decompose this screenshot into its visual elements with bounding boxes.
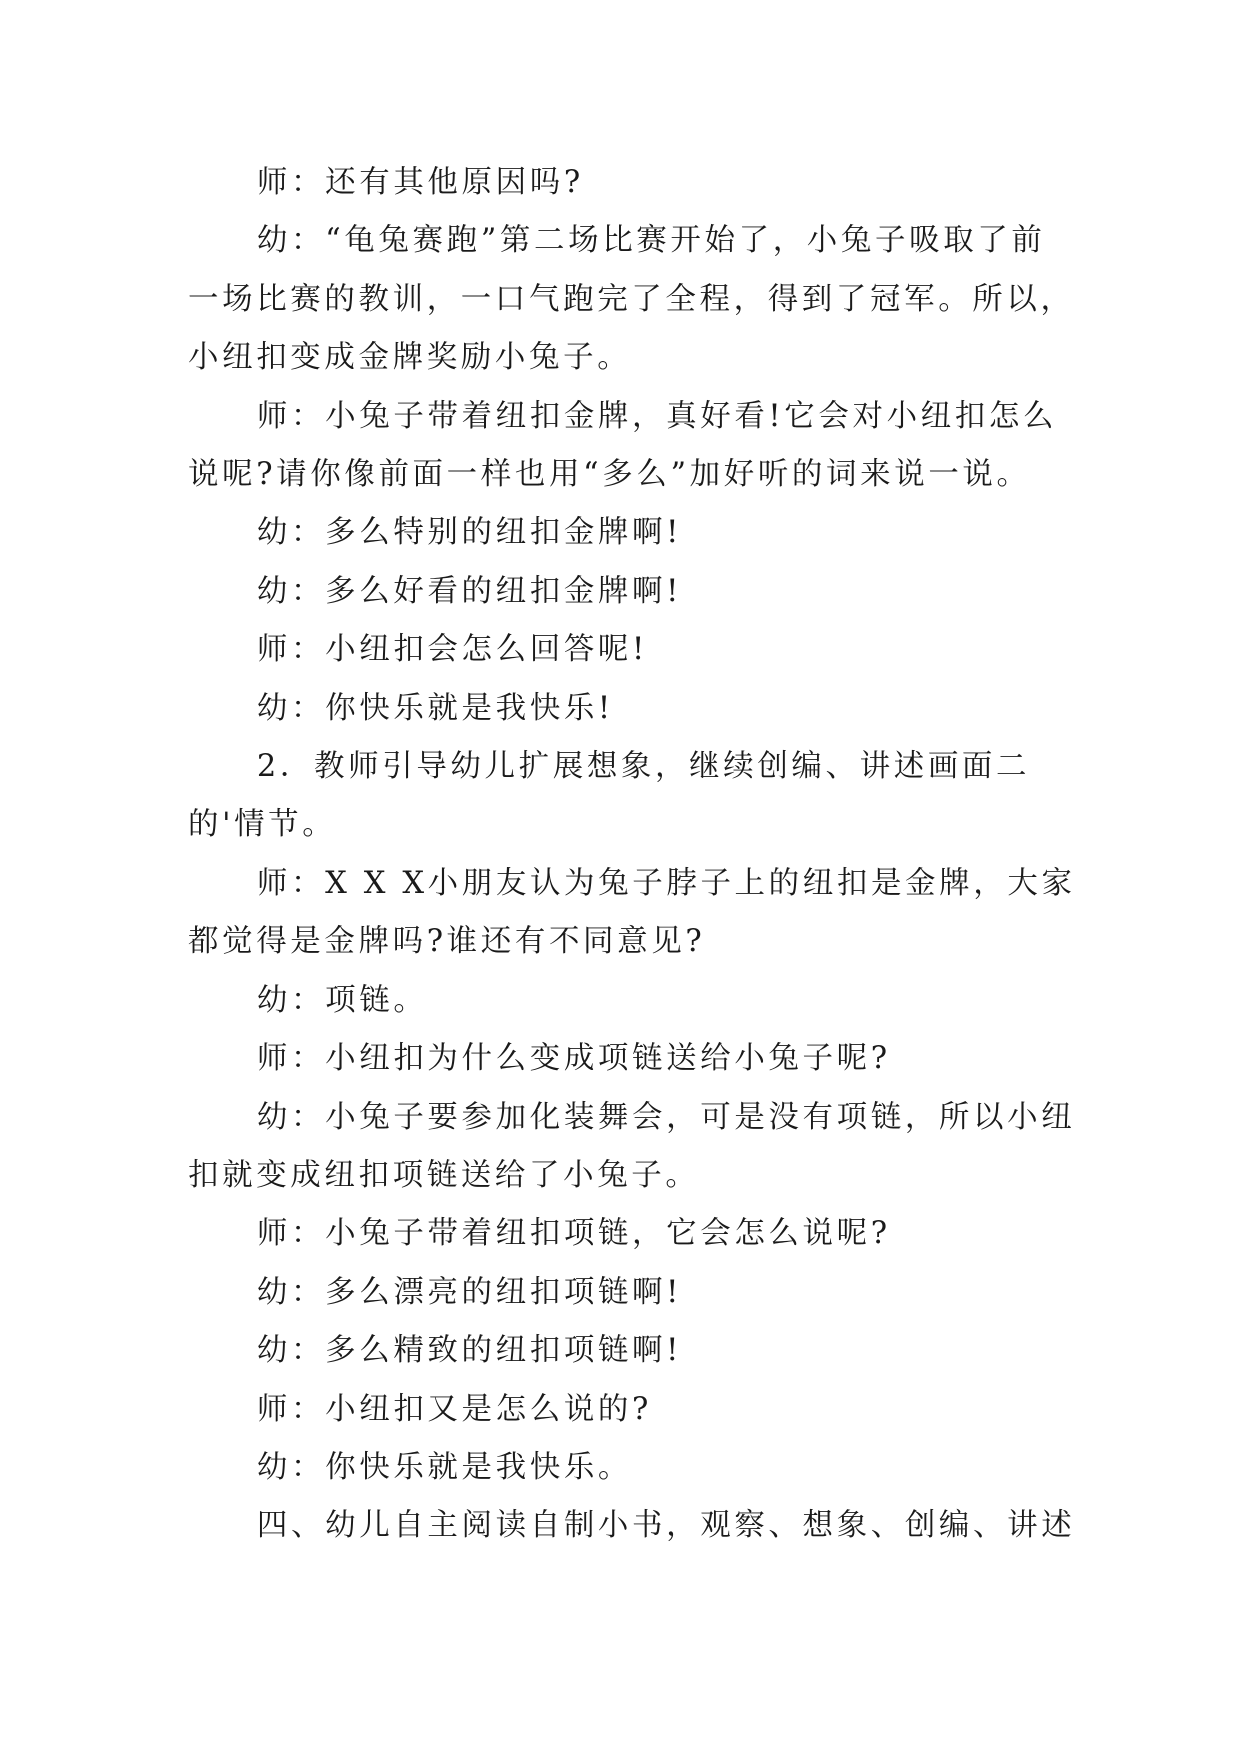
paragraph: 幼：你快乐就是我快乐。 [256, 1449, 633, 1485]
paragraph: 师：还有其他原因吗? [256, 165, 584, 200]
paragraph: 幼：多么好看的纽扣金牌啊! [256, 573, 682, 609]
paragraph: 师：小纽扣为什么变成项链送给小兔子呢? [256, 1041, 891, 1077]
paragraph: 幼：小兔子要参加化装舞会，可是没有项链，所以小纽扣就变成纽扣项链送给了小兔子。 [188, 1099, 1076, 1193]
paragraph: 师：小兔子带着纽扣项链，它会怎么说呢? [256, 1216, 891, 1252]
paragraph: 2．教师引导幼儿扩展想象，继续创编、讲述画面二的'情节。 [188, 749, 1031, 843]
paragraph: 四、幼儿自主阅读自制小书，观察、想象、创编、讲述 [256, 1508, 1076, 1544]
paragraph: 师：小纽扣会怎么回答呢! [256, 632, 648, 668]
paragraph: 幼：项链。 [256, 982, 428, 1018]
paragraph: 师：小纽扣又是怎么说的? [256, 1391, 652, 1427]
paragraph: 幼：多么特别的纽扣金牌啊! [256, 515, 682, 551]
document-body [188, 154, 1078, 1556]
paragraph: 幼：多么精致的纽扣项链啊! [256, 1333, 682, 1369]
paragraph: 师：X X X小朋友认为兔子脖子上的纽扣是金牌，大家都觉得是金牌吗?谁还有不同意见? [188, 865, 1076, 960]
paragraph: 师：小兔子带着纽扣金牌，真好看!它会对小纽扣怎么说呢?请你像前面一样也用“多么”加好听的词来说一说。 [188, 398, 1058, 493]
paragraph: 幼：你快乐就是我快乐! [256, 690, 614, 726]
paragraph: 幼：“龟兔赛跑”第二场比赛开始了，小兔子吸取了前一场比赛的教训，一口气跑完了全程，得到了冠军。所以，小纽扣变成金牌奖励小兔子。 [188, 223, 1075, 376]
paragraph: 幼：多么漂亮的纽扣项链啊! [256, 1274, 682, 1310]
